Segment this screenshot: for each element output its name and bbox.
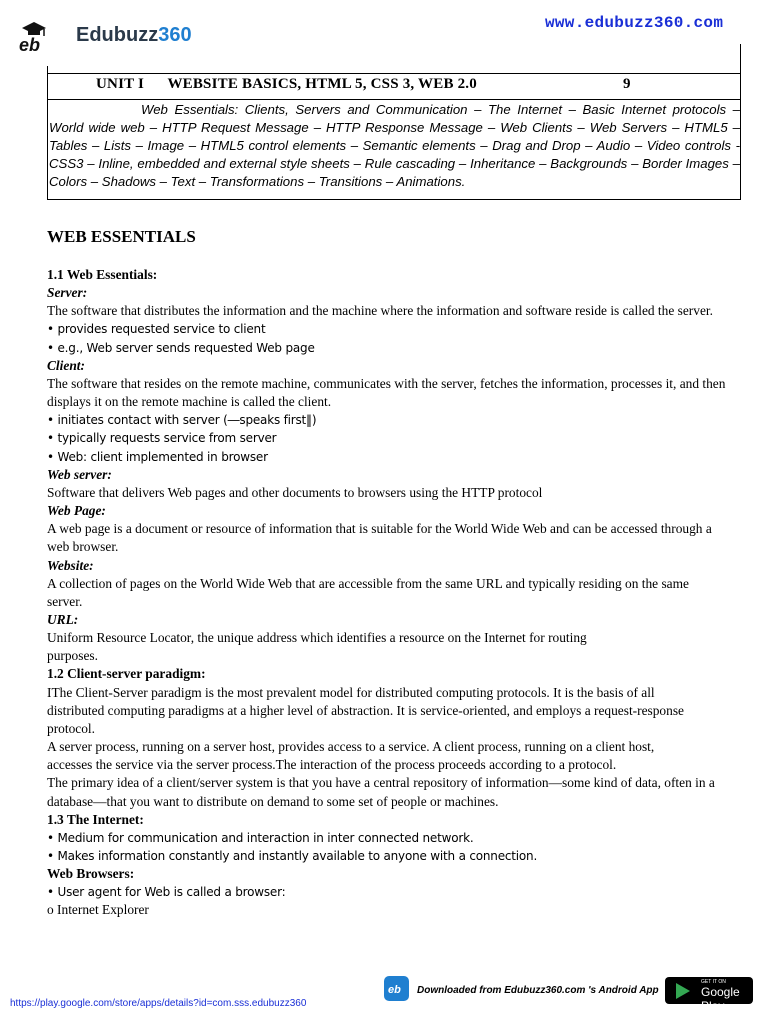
download-note: Downloaded from Edubuzz360.com 's Android App	[417, 985, 659, 996]
svg-text:eb: eb	[19, 35, 41, 52]
svg-text:eb: eb	[388, 984, 401, 996]
term-heading: Web server:	[47, 466, 112, 482]
paragraph: The software that resides on the remote machine, communicates with the server, fetches the information, processes it, and then displays it on the remote machine is called the client.	[47, 375, 726, 410]
paragraph: A web page is a document or resource of information that is suitable for the World Wide Web and can be accessed through a web browser.	[47, 521, 712, 555]
bullet-item: • initiates contact with server (―speaks first‖)	[47, 413, 317, 428]
play-store-icon	[676, 983, 690, 999]
term-heading: URL:	[47, 611, 79, 627]
site-url[interactable]: www.edubuzz360.com	[545, 14, 724, 32]
paragraph: A collection of pages on the World Wide Web that are accessible from the same URL and typically residing on the same server.	[47, 575, 689, 609]
unit-hours: 9	[623, 76, 631, 92]
list-item: o Internet Explorer	[47, 902, 149, 918]
bullet-item: • Web: client implemented in browser	[47, 449, 268, 464]
paragraph: Uniform Resource Locator, the unique address which identifies a resource on the Internet for routing purposes.	[47, 630, 587, 664]
badge-label: Google Play	[701, 985, 740, 1013]
paragraph: IThe Client-Server paradigm is the most prevalent model for distributed computing protocols. It is the basis of all distributed computing paradigms at a higher level of abstraction. It is service-oriented, and employs a request-response protocol.	[47, 684, 684, 736]
unit-divider	[47, 99, 741, 100]
paragraph: Software that delivers Web pages and other documents to browsers using the HTTP protocol	[47, 484, 543, 500]
google-play-badge[interactable]	[665, 977, 753, 1013]
section-heading: 1.3 The Internet:	[47, 811, 144, 827]
logo-text: Edubuzz360	[76, 23, 192, 46]
unit-title: UNIT I WEBSITE BASICS, HTML 5, CSS 3, WEB 2.0	[96, 76, 477, 92]
page-heading: WEB ESSENTIALS	[47, 227, 196, 246]
term-heading: Server:	[47, 285, 88, 301]
term-heading: Client:	[47, 357, 85, 373]
header-rule-right	[740, 44, 741, 74]
bullet-item: • Medium for communication and interaction in inter connected network.	[47, 830, 474, 845]
bullet-item: • e.g., Web server sends requested Web page	[47, 340, 315, 355]
paragraph: The software that distributes the information and the machine where the information and software reside is called the server.	[47, 303, 713, 319]
term-heading: Website:	[47, 557, 94, 573]
bullet-item: • provides requested service to client	[47, 322, 266, 337]
section-heading: Web Browsers:	[47, 866, 135, 882]
bullet-item: • typically requests service from server	[47, 431, 277, 446]
section-heading: 1.1 Web Essentials:	[47, 267, 158, 282]
term-heading: Web Page:	[47, 503, 106, 519]
graduation-cap-icon	[14, 18, 70, 52]
paragraph: A server process, running on a server host, provides access to a service. A client process, running on a client host, accesses the service via the server process.The interaction of the process proceeds according to a protocol.	[47, 739, 655, 773]
main-content	[47, 226, 727, 920]
unit-syllabus: Web Essentials: Clients, Servers and Communication – The Internet – Basic Internet protocols – World wide web – HTTP Request Message – HTTP Response Message – Web Clients – Web Servers – HTML5 – Tables – Lists – Image – HTML5 control elements – Semantic elements – Drag and Drop – Audio – Video controls - CSS3 – Inline, embedded and external style sheets – Rule cascading – Inheritance – Backgrounds – Border Images – Colors – Shadows – Text – Transformations – Transitions – Animations.	[49, 102, 740, 189]
footer-link[interactable]: https://play.google.com/store/apps/details?id=com.sss.edubuzz360	[10, 998, 307, 1009]
bullet-item: • Makes information constantly and instantly available to anyone with a connection.	[47, 849, 538, 863]
paragraph: The primary idea of a client/server system is that you have a central repository of information—some kind of data, often in a database—that you want to distribute on demand to some set of people or machines.	[47, 775, 715, 809]
badge-caption: GET IT ON	[701, 979, 726, 985]
edubuzz-logo	[14, 18, 192, 52]
section-heading: 1.2 Client-server paradigm:	[47, 666, 206, 682]
bullet-item: • User agent for Web is called a browser:	[47, 885, 286, 900]
edubuzz-app-icon[interactable]	[384, 976, 409, 1001]
